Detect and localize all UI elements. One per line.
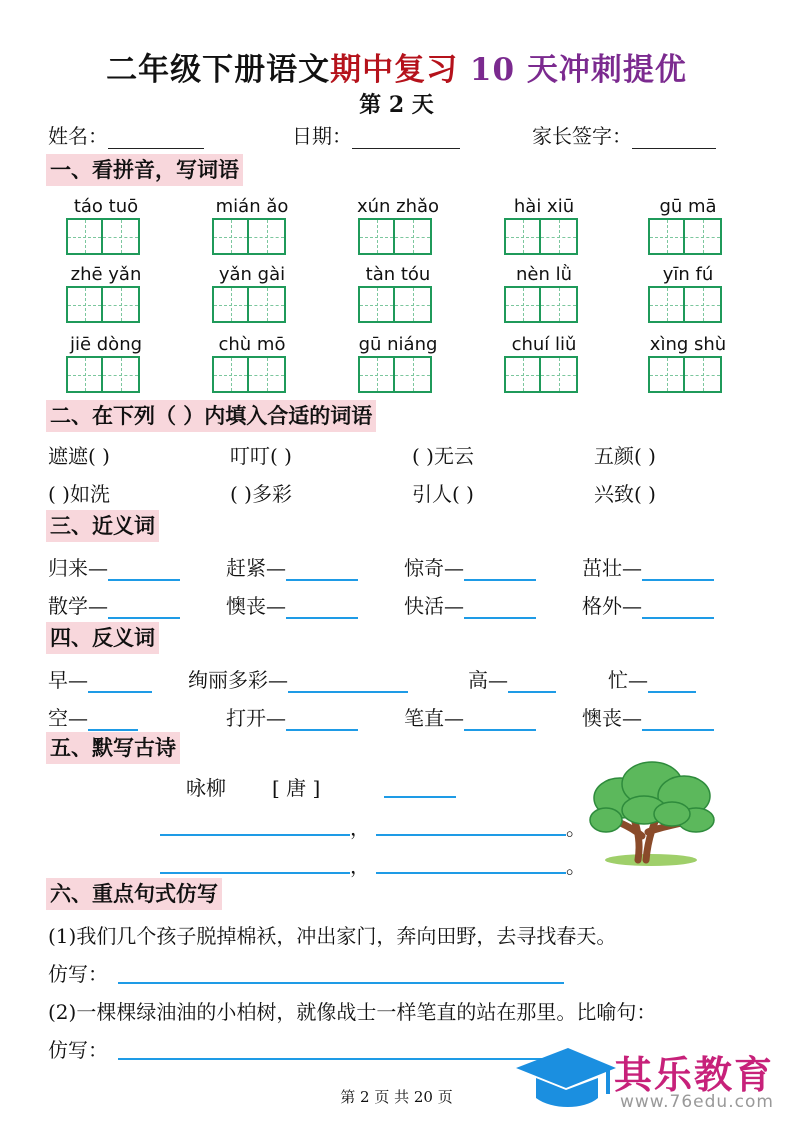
writing-cell[interactable] bbox=[541, 218, 578, 255]
writing-grid[interactable] bbox=[66, 286, 140, 323]
synonym-item[interactable]: 散学— bbox=[48, 590, 180, 619]
pinyin-label: gū mā bbox=[659, 196, 717, 217]
writing-grid[interactable] bbox=[648, 218, 722, 255]
writing-cell[interactable] bbox=[66, 286, 103, 323]
poem-comma: ， bbox=[350, 816, 370, 840]
pinyin-label: chù mō bbox=[218, 334, 286, 355]
pinyin-label: yīn fú bbox=[662, 264, 714, 285]
synonym-item[interactable]: 茁壮— bbox=[582, 552, 714, 581]
writing-cell[interactable] bbox=[395, 218, 432, 255]
title-part2: 期中复习 bbox=[330, 52, 459, 88]
writing-cell[interactable] bbox=[395, 356, 432, 393]
antonym-item[interactable]: 早— bbox=[48, 664, 152, 693]
writing-cell[interactable] bbox=[541, 286, 578, 323]
writing-cell[interactable] bbox=[395, 286, 432, 323]
writing-cell[interactable] bbox=[249, 286, 286, 323]
synonym-item[interactable]: 懊丧— bbox=[226, 590, 358, 619]
imitate-label-2: 仿写： bbox=[48, 1038, 108, 1062]
writing-cell[interactable] bbox=[504, 286, 541, 323]
writing-grid[interactable] bbox=[212, 218, 286, 255]
synonym-item[interactable]: 赶紧— bbox=[226, 552, 358, 581]
writing-cell[interactable] bbox=[66, 356, 103, 393]
fill-item[interactable]: ( )如洗 bbox=[48, 482, 110, 506]
writing-cell[interactable] bbox=[358, 218, 395, 255]
fill-item[interactable]: ( )无云 bbox=[412, 444, 474, 468]
imitate-blank-2[interactable] bbox=[118, 1034, 564, 1060]
pinyin-label: táo tuō bbox=[73, 196, 139, 217]
writing-cell[interactable] bbox=[504, 218, 541, 255]
section-antonyms-heading: 四、反义词 bbox=[46, 622, 159, 654]
synonym-item[interactable]: 归来— bbox=[48, 552, 180, 581]
writing-grid[interactable] bbox=[504, 218, 578, 255]
writing-cell[interactable] bbox=[358, 286, 395, 323]
pinyin-label: hài xiū bbox=[513, 196, 575, 217]
pinyin-label: tàn tóu bbox=[365, 264, 431, 285]
poem-dynasty: [ 唐 ] bbox=[272, 776, 321, 800]
pinyin-label: xún zhǎo bbox=[356, 196, 440, 217]
poem-title: 咏柳 bbox=[186, 776, 226, 800]
fill-item[interactable]: 五颜( ) bbox=[594, 444, 656, 468]
parent-sign-field[interactable] bbox=[532, 120, 716, 149]
poem-comma: ， bbox=[350, 854, 370, 878]
imitate-blank-1[interactable] bbox=[118, 958, 564, 984]
poem-line-blank[interactable] bbox=[160, 810, 350, 836]
pinyin-label: nèn lǜ bbox=[515, 264, 573, 285]
writing-grid[interactable] bbox=[358, 218, 432, 255]
poem-line-blank[interactable] bbox=[376, 810, 566, 836]
fill-item[interactable]: ( )多彩 bbox=[230, 482, 292, 506]
synonym-item[interactable]: 惊奇— bbox=[404, 552, 536, 581]
writing-grid[interactable] bbox=[648, 356, 722, 393]
name-field[interactable] bbox=[48, 120, 204, 149]
imitate-label-1: 仿写： bbox=[48, 962, 108, 986]
antonym-item[interactable]: 懊丧— bbox=[582, 702, 714, 731]
writing-grid[interactable] bbox=[648, 286, 722, 323]
writing-cell[interactable] bbox=[648, 286, 685, 323]
fill-item[interactable]: 兴致( ) bbox=[594, 482, 656, 506]
sentence-q1: (1)我们几个孩子脱掉棉袄，冲出家门，奔向田野，去寻找春天。 bbox=[48, 924, 617, 948]
writing-grid[interactable] bbox=[358, 356, 432, 393]
sentence-q2: (2)一棵棵绿油油的小柏树，就像战士一样笔直的站在那里。比喻句： bbox=[48, 1000, 657, 1024]
writing-cell[interactable] bbox=[103, 286, 140, 323]
writing-cell[interactable] bbox=[212, 286, 249, 323]
antonym-item[interactable]: 忙— bbox=[608, 664, 696, 693]
date-label: 日期： bbox=[292, 124, 352, 148]
synonym-item[interactable]: 快活— bbox=[404, 590, 536, 619]
date-field[interactable] bbox=[292, 120, 460, 149]
day-subtitle: 第 2 天 bbox=[359, 92, 434, 118]
antonym-item[interactable]: 笔直— bbox=[404, 702, 536, 731]
fill-item[interactable]: 引人( ) bbox=[412, 482, 474, 506]
writing-grid[interactable] bbox=[504, 356, 578, 393]
pinyin-label: mián ǎo bbox=[215, 196, 289, 217]
writing-cell[interactable] bbox=[541, 356, 578, 393]
writing-grid[interactable] bbox=[66, 218, 140, 255]
poem-period: 。 bbox=[566, 854, 586, 878]
writing-cell[interactable] bbox=[249, 356, 286, 393]
antonym-item[interactable]: 打开— bbox=[226, 702, 358, 731]
section-poem-heading: 五、默写古诗 bbox=[46, 732, 180, 764]
writing-cell[interactable] bbox=[685, 356, 722, 393]
writing-grid[interactable] bbox=[66, 356, 140, 393]
section-imitate-heading: 六、重点句式仿写 bbox=[46, 878, 222, 910]
writing-cell[interactable] bbox=[212, 356, 249, 393]
page-number: 第 2 页 共 20 页 bbox=[340, 1088, 453, 1106]
poem-period: 。 bbox=[566, 816, 586, 840]
writing-cell[interactable] bbox=[648, 218, 685, 255]
page-title bbox=[0, 44, 793, 89]
fill-item[interactable]: 遮遮( ) bbox=[48, 444, 110, 468]
writing-cell[interactable] bbox=[66, 218, 103, 255]
fill-item[interactable]: 叮叮( ) bbox=[230, 444, 292, 468]
logo-name: 其乐教育 bbox=[614, 1053, 775, 1097]
writing-cell[interactable] bbox=[212, 218, 249, 255]
writing-cell[interactable] bbox=[103, 356, 140, 393]
writing-grid[interactable] bbox=[504, 286, 578, 323]
antonym-item[interactable]: 高— bbox=[468, 664, 556, 693]
writing-cell[interactable] bbox=[504, 356, 541, 393]
pinyin-label: xìng shù bbox=[649, 334, 727, 355]
writing-cell[interactable] bbox=[249, 218, 286, 255]
poem-line-blank[interactable] bbox=[376, 848, 566, 874]
poem-author-blank[interactable] bbox=[384, 774, 456, 798]
graduation-cap-icon bbox=[508, 1040, 616, 1112]
section-synonyms-heading: 三、近义词 bbox=[46, 510, 159, 542]
pinyin-label: chuí liǔ bbox=[511, 334, 577, 355]
name-blank[interactable] bbox=[108, 124, 204, 149]
writing-cell[interactable] bbox=[103, 218, 140, 255]
synonym-item[interactable]: 格外— bbox=[582, 590, 714, 619]
writing-cell[interactable] bbox=[358, 356, 395, 393]
writing-cell[interactable] bbox=[685, 286, 722, 323]
pinyin-label: zhē yǎn bbox=[70, 264, 142, 285]
writing-grid[interactable] bbox=[212, 356, 286, 393]
poem-line-blank[interactable] bbox=[160, 848, 350, 874]
writing-cell[interactable] bbox=[685, 218, 722, 255]
antonym-item[interactable]: 绚丽多彩— bbox=[188, 664, 408, 693]
title-part1: 二年级下册语文 bbox=[106, 52, 331, 88]
section-fill-heading: 二、在下列（ ）内填入合适的词语 bbox=[46, 400, 376, 432]
pinyin-label: gū niáng bbox=[358, 334, 438, 355]
section-pinyin-heading: 一、看拼音，写词语 bbox=[46, 154, 243, 186]
writing-grid[interactable] bbox=[212, 286, 286, 323]
logo-url: www.76edu.com bbox=[620, 1092, 774, 1112]
writing-cell[interactable] bbox=[648, 356, 685, 393]
parent-sign-blank[interactable] bbox=[632, 124, 716, 149]
antonym-item[interactable]: 空— bbox=[48, 702, 138, 731]
parent-sign-label: 家长签字： bbox=[532, 124, 632, 148]
willow-tree-illustration bbox=[584, 756, 718, 868]
pinyin-label: jiē dòng bbox=[69, 334, 143, 355]
name-label: 姓名： bbox=[48, 124, 108, 148]
title-part3: 10 天冲刺提优 bbox=[469, 52, 687, 88]
date-blank[interactable] bbox=[352, 124, 460, 149]
pinyin-label: yǎn gài bbox=[218, 264, 286, 285]
writing-grid[interactable] bbox=[358, 286, 432, 323]
